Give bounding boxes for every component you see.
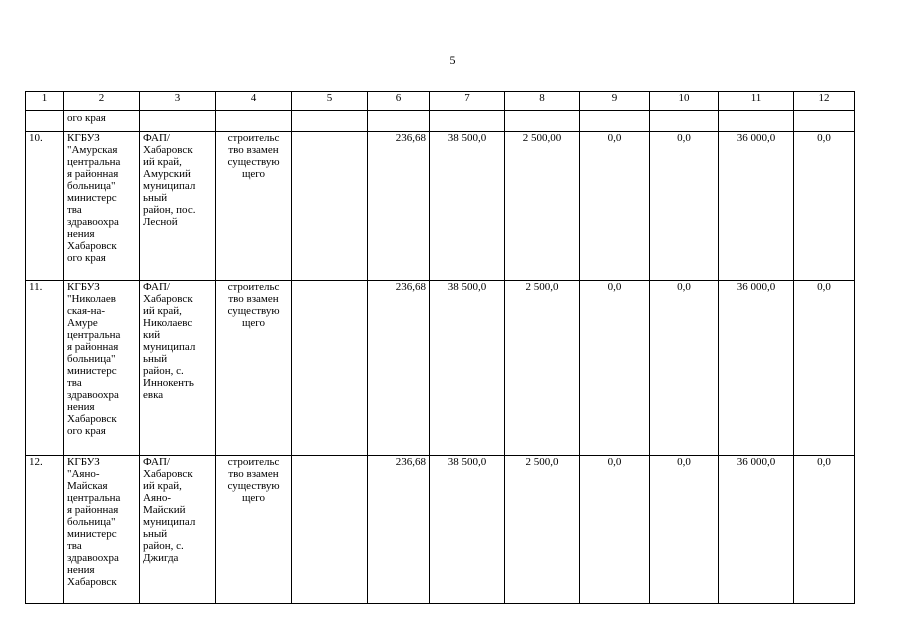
header-cell: 8 <box>505 92 580 111</box>
table-row <box>26 456 855 604</box>
value-cell: 236,68 <box>368 456 430 604</box>
value-cell: 236,68 <box>368 281 430 456</box>
table-cell <box>292 132 368 281</box>
header-cell: 12 <box>794 92 855 111</box>
location-cell: ФАП/ Хабаровск ий край, Амурский муниципал ьный район, пос. Лесной <box>140 132 216 281</box>
table-cell <box>505 111 580 132</box>
table-cell <box>140 111 216 132</box>
value-cell: 0,0 <box>794 281 855 456</box>
table-cell <box>292 111 368 132</box>
table-cell <box>650 111 719 132</box>
organization-cell: КГБУЗ "Амурская центральна я районная больница" министерс тва здравоохра нения Хабаровск ого края <box>64 132 140 281</box>
continuation-text: ого края <box>64 111 140 132</box>
header-cell: 2 <box>64 92 140 111</box>
table-cell <box>216 111 292 132</box>
header-row <box>26 92 855 111</box>
organization-cell: КГБУЗ "Николаев ская-на- Амуре центральна я районная больница" министерс тва здравоохра нения Хабаровск ого края <box>64 281 140 456</box>
value-cell: 2 500,0 <box>505 281 580 456</box>
value-cell: 36 000,0 <box>719 132 794 281</box>
value-cell: 2 500,00 <box>505 132 580 281</box>
value-cell: 0,0 <box>580 456 650 604</box>
location-cell: ФАП/ Хабаровск ий край, Аяно- Майский муниципал ьный район, с. Джигда <box>140 456 216 604</box>
value-cell: 36 000,0 <box>719 281 794 456</box>
table-cell <box>368 111 430 132</box>
value-cell: 0,0 <box>580 132 650 281</box>
work-type-cell: строительс тво взамен существую щего <box>216 132 292 281</box>
header-cell: 11 <box>719 92 794 111</box>
table-cell <box>292 281 368 456</box>
continuation-row <box>26 111 855 132</box>
table-row <box>26 281 855 456</box>
value-cell: 0,0 <box>650 132 719 281</box>
value-cell: 236,68 <box>368 132 430 281</box>
value-cell: 38 500,0 <box>430 281 505 456</box>
value-cell: 36 000,0 <box>719 456 794 604</box>
header-cell: 7 <box>430 92 505 111</box>
value-cell: 2 500,0 <box>505 456 580 604</box>
data-table <box>25 91 855 604</box>
work-type-cell: строительс тво взамен существую щего <box>216 456 292 604</box>
value-cell: 0,0 <box>650 456 719 604</box>
table-cell <box>719 111 794 132</box>
value-cell: 0,0 <box>794 456 855 604</box>
page-number: 5 <box>449 53 456 67</box>
row-number: 10. <box>26 132 64 281</box>
table-cell <box>580 111 650 132</box>
value-cell: 0,0 <box>650 281 719 456</box>
organization-cell: КГБУЗ "Аяно- Майская центральна я районная больница" министерс тва здравоохра нения Хабаровск <box>64 456 140 604</box>
header-cell: 6 <box>368 92 430 111</box>
value-cell: 0,0 <box>580 281 650 456</box>
header-cell: 3 <box>140 92 216 111</box>
table-cell <box>430 111 505 132</box>
header-cell: 10 <box>650 92 719 111</box>
header-cell: 4 <box>216 92 292 111</box>
header-cell: 5 <box>292 92 368 111</box>
row-number: 12. <box>26 456 64 604</box>
table-row <box>26 132 855 281</box>
header-cell: 9 <box>580 92 650 111</box>
header-cell: 1 <box>26 92 64 111</box>
work-type-cell: строительс тво взамен существую щего <box>216 281 292 456</box>
value-cell: 38 500,0 <box>430 456 505 604</box>
table-cell <box>26 111 64 132</box>
row-number: 11. <box>26 281 64 456</box>
table-cell <box>794 111 855 132</box>
value-cell: 38 500,0 <box>430 132 505 281</box>
table-cell <box>292 456 368 604</box>
location-cell: ФАП/ Хабаровск ий край, Николаевс кий муниципал ьный район, с. Иннокенть евка <box>140 281 216 456</box>
value-cell: 0,0 <box>794 132 855 281</box>
